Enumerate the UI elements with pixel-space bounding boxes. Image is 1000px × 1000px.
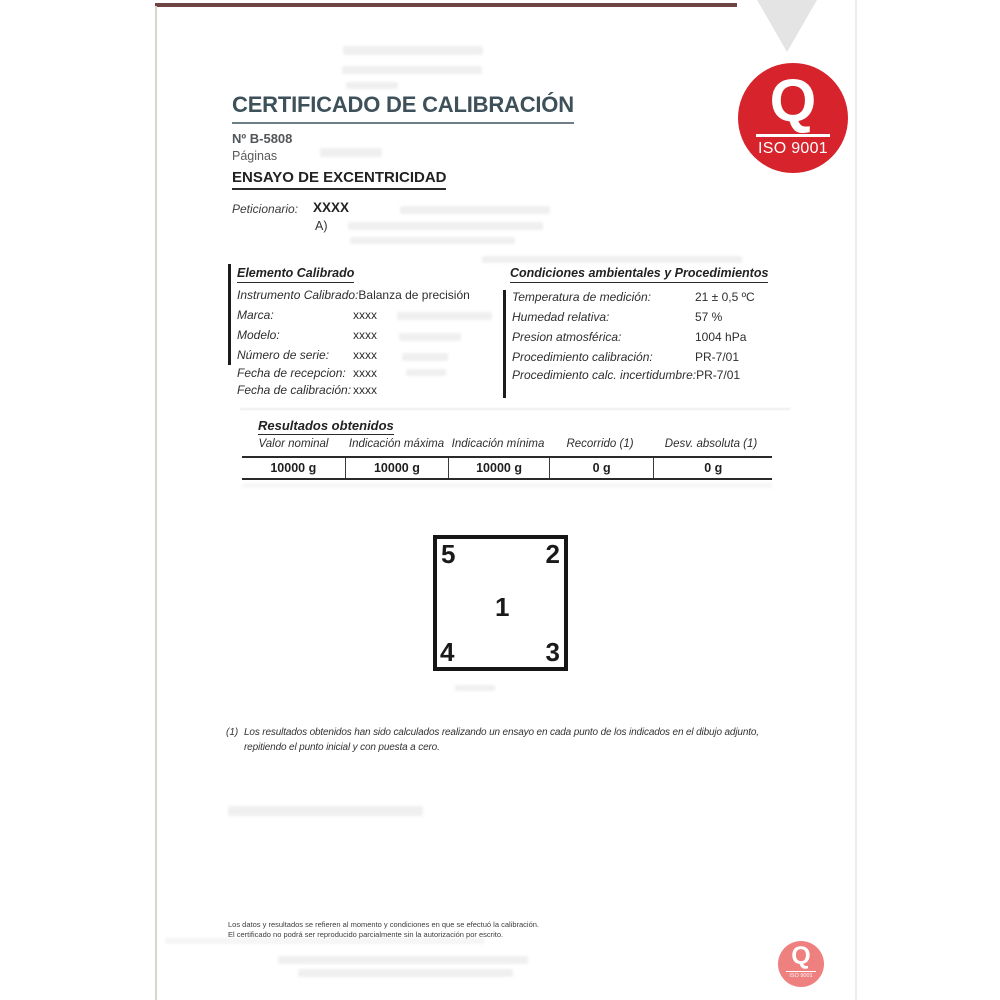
iso9001-badge: [738, 63, 848, 173]
column-header: Desv. absoluta (1): [664, 438, 758, 450]
row-value: PR-7/01: [696, 368, 741, 382]
page-left-edge: [155, 6, 157, 1000]
redacted-text: [343, 46, 483, 55]
redacted-text: [350, 237, 515, 244]
row-value: Balanza de precisión: [358, 288, 470, 302]
cell-value: 10000 g: [449, 458, 550, 478]
faded-separator: [240, 408, 790, 410]
petitioner-label: Peticionario:: [232, 202, 299, 216]
column-header: Recorrido (1): [566, 438, 634, 450]
footer-disclaimer: Los datos y resultados se refieren al momento y condiciones en que se efectuó la calibración.: [228, 920, 540, 929]
position-label-top-left: 5: [441, 539, 456, 569]
position-label-bottom-left: 4: [440, 637, 455, 667]
page-right-edge: [855, 0, 857, 1000]
certificate-number: Nº B-5808: [232, 131, 293, 146]
results-title: Resultados obtenidos: [258, 418, 394, 433]
q-icon: Q: [769, 67, 817, 134]
redacted-text: [348, 222, 543, 230]
redacted-text: [455, 685, 495, 691]
row-label: Humedad relativa:: [512, 310, 610, 324]
row-value: xxxx: [353, 366, 377, 380]
section-title: Condiciones ambientales y Procedimientos: [510, 266, 768, 283]
row-value: 21 ± 0,5 ºC: [695, 290, 755, 304]
column-header: Indicación mínima: [451, 438, 545, 450]
eccentricity-diagram: [433, 535, 568, 671]
cell-value: 0 g: [550, 458, 655, 478]
row-label: Fecha de recepcion:: [237, 366, 346, 380]
row-value: xxxx: [353, 328, 377, 342]
ambient-conditions-section: [510, 264, 810, 394]
redacted-text: [242, 483, 772, 488]
pages-label: Páginas: [232, 149, 278, 163]
results-table: [242, 438, 772, 480]
cell-value: 10000 g: [242, 458, 346, 478]
row-label: Marca:: [237, 308, 274, 322]
q-icon: Q: [791, 942, 811, 970]
row-label: Fecha de calibración:: [237, 383, 352, 397]
section-left-bar: [503, 290, 506, 398]
redacted-text: [298, 969, 513, 977]
redacted-text: [482, 256, 742, 263]
row-value: PR-7/01: [695, 350, 740, 364]
row-label: Presion atmosférica:: [512, 330, 622, 344]
row-label: Temperatura de medición:: [512, 290, 651, 304]
row-value: 1004 hPa: [695, 330, 747, 344]
redacted-text: [278, 956, 528, 964]
petitioner-value: XXXX: [313, 200, 350, 215]
row-value: xxxx: [353, 348, 377, 362]
section-title: Elemento Calibrado: [237, 266, 354, 283]
redacted-text: [320, 148, 382, 157]
position-label-center: 1: [495, 592, 510, 622]
iso9001-label: ISO 9001: [757, 140, 828, 157]
row-value: xxxx: [353, 308, 377, 322]
redacted-text: [228, 806, 423, 816]
row-label: Procedimiento calc. incertidumbre:: [512, 368, 697, 382]
row-label: Instrumento Calibrado:: [237, 288, 359, 302]
badge-divider: [786, 971, 816, 972]
section-left-bar: [228, 264, 231, 365]
iso9001-badge-small: [778, 941, 824, 987]
calibrated-element-section: [237, 264, 517, 404]
petitioner-line2: A): [315, 219, 328, 233]
position-label-bottom-right: 3: [545, 637, 560, 667]
column-header: Valor nominal: [258, 438, 329, 450]
results-table-row: [242, 456, 772, 480]
redacted-text: [346, 82, 398, 89]
footnote-marker: (1): [226, 727, 239, 738]
position-label-top-right: 2: [545, 539, 560, 569]
column-header: Indicación máxima: [348, 438, 445, 450]
cell-value: 10000 g: [346, 458, 450, 478]
test-title: ENSAYO DE EXCENTRICIDAD: [232, 169, 446, 190]
badge-divider: [756, 134, 830, 137]
row-label: Procedimiento calibración:: [512, 350, 653, 364]
row-label: Número de serie:: [237, 348, 330, 362]
redacted-text: [342, 66, 482, 74]
row-value: 57 %: [695, 310, 723, 324]
footnote-text: repitiendo el punto inicial y con puesta a cero.: [244, 742, 440, 753]
footnote-text: Los resultados obtenidos han sido calculados realizando un ensayo en cada punto de los indicados en el dibujo adjunto,: [244, 727, 759, 738]
redacted-text: [400, 206, 550, 214]
cell-value: 0 g: [704, 461, 723, 475]
iso9001-label: ISO 9001: [789, 972, 813, 979]
row-value: xxxx: [353, 383, 377, 397]
page-top-edge: [155, 3, 737, 7]
corner-triangle-icon: [757, 0, 817, 52]
footer-disclaimer: El certificado no podrá ser reproducido parcialmente sin la autorización por escrito.: [228, 930, 504, 939]
results-table-header: [242, 438, 772, 456]
certificate-title: CERTIFICADO DE CALIBRACIÓN: [232, 92, 574, 124]
row-label: Modelo:: [237, 328, 280, 342]
